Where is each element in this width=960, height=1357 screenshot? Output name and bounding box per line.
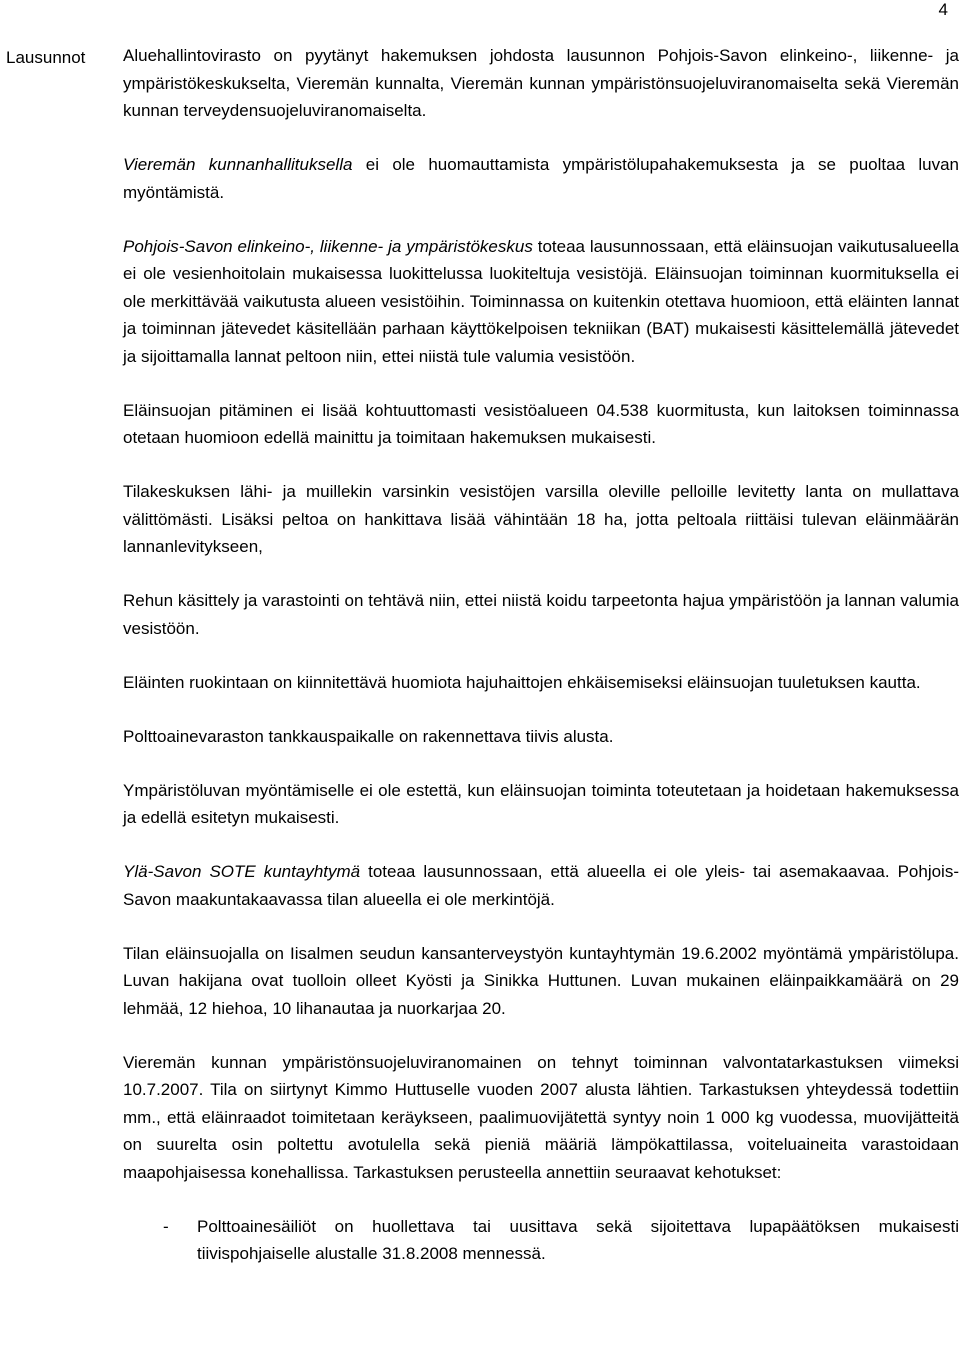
paragraph-manure: Tilakeskuksen lähi- ja muillekin varsinkin vesistöjen varsilla oleville pelloille levitetty lanta on mullattava välittömästi. Lisäksi peltoa on hankittava lisää vähintään 18 ha, jotta peltoala riittäisi tulevan eläinmäärän lannanlevitykseen, [123,482,959,556]
page-number: 4 [938,0,948,19]
document-body [123,42,959,1268]
list-item-marker: - [163,1216,169,1236]
paragraph-inspection: Vieremän kunnan ympäristönsuojeluviranomainen on tehnyt toiminnan valvontatarkastuksen viimeksi 10.7.2007. Tila on siirtynyt Kimmo Huttuselle vuoden 2007 alusta lähtien. Tarkastuksen yhteydessä todettiin mm., että eläinraadot toimitetaan keräykseen, paalimuovijätettä syntyy noin 1 000 kg vuodessa, muovijätteitä on suurelta osin poltettu avotulella sekä pieniä määriä lämpökattilassa, voiteluaineita varastoidaan maapohjaisessa konehallissa. Tarkastuksen perusteella annettiin seuraavat kehotukset: [123,1052,959,1182]
paragraph-permit: Ympäristöluvan myöntämiselle ei ole estettä, kun eläinsuojan toiminta toteutetaan ja hoidetaan hakemuksessa ja edellä esitetyn mukaisesti. [123,780,959,827]
paragraph-municipal-board [123,151,959,206]
paragraph-load: Eläinsuojan pitäminen ei lisää kohtuuttomasti vesistöalueen 04.538 kuormitusta, kun laitoksen toiminnassa otetaan huomioon edellä mainittu ja toimitaan hakemuksen mukaisesti. [123,400,959,447]
paragraph-ely-centre-text: toteaa lausunnossaan, että eläinsuojan vaikutusalueella ei ole vesienhoitolain mukaisessa luokittelussa luokiteltuja vesistöjä. Eläinsuojan toiminnan kuormituksella ei ole merkittävää vaikutusta alueen vesistöihin. Toiminnassa on kuitenkin otettava huomioon, että eläinten lannat ja toiminnan jätevedet käsitellään parhaan käyttökelpoisen tekniikan (BAT) mukaisesti käsittelemällä jätevedet ja sijoittamalla lannat peltoon niin, ettei niistä tule valumia vesistöön. [123,236,959,366]
paragraph-existing-permit: Tilan eläinsuojalla on Iisalmen seudun kansanterveystyön kuntayhtymän 19.6.2002 myöntämä ympäristölupa. Luvan hakijana ovat tuolloin olleet Kyösti ja Sinikka Huttunen. Luvan mukainen eläinpaikkamäärä on 29 lehmää, 12 hiehoa, 10 lihanautaa ja nuorkarjaa 20. [123,943,959,1018]
paragraph-municipal-board-subject: Vieremän kunnanhallituksella [123,155,353,174]
paragraph-sote [123,858,959,913]
paragraph-feed: Rehun käsittely ja varastointi on tehtävä niin, ettei niistä koidu tarpeetonta hajua ympäristöön ja lannan valumia vesistöön. [123,591,959,638]
paragraph-municipal-board-text: ei ole huomauttamista ympäristölupahakemuksesta ja se puoltaa luvan myöntämistä. [123,155,959,202]
recommendation-list [123,1213,959,1268]
paragraph-feeding: Eläinten ruokintaan on kiinnitettävä huomiota hajuhaittojen ehkäisemiseksi eläinsuojan tuuletuksen kautta. [123,672,921,692]
paragraph-sote-text: toteaa lausunnossaan, että alueella ei ole yleis- tai asemakaavaa. Pohjois-Savon maakuntakaavassa tilan alueella ei ole merkintöjä. [123,862,959,909]
paragraph-request: Aluehallintovirasto on pyytänyt hakemuksen johdosta lausunnon Pohjois-Savon elinkeino-, liikenne- ja ympäristökeskukselta, Vieremän kunnalta, Vieremän kunnan ympäristönsuojeluviranomaiselta sekä Vieremän kunnan terveydensuojeluviranomaiselta. [123,46,959,120]
paragraph-sote-subject: Ylä-Savon SOTE kuntayhtymä [123,862,361,881]
list-item-text: Polttoainesäiliöt on huollettava tai uusittava sekä sijoitettava lupapäätöksen mukaisesti tiivispohjaiselle alustalle 31.8.2008 mennessä. [197,1216,959,1263]
section-label: Lausunnot [6,48,86,67]
list-item [123,1213,959,1268]
paragraph-ely-centre-subject: Pohjois-Savon elinkeino-, liikenne- ja ympäristökeskus [123,236,533,256]
paragraph-ely-centre [123,233,959,371]
paragraph-fuel-storage: Polttoainevaraston tankkauspaikalle on rakennettava tiivis alusta. [123,726,614,746]
